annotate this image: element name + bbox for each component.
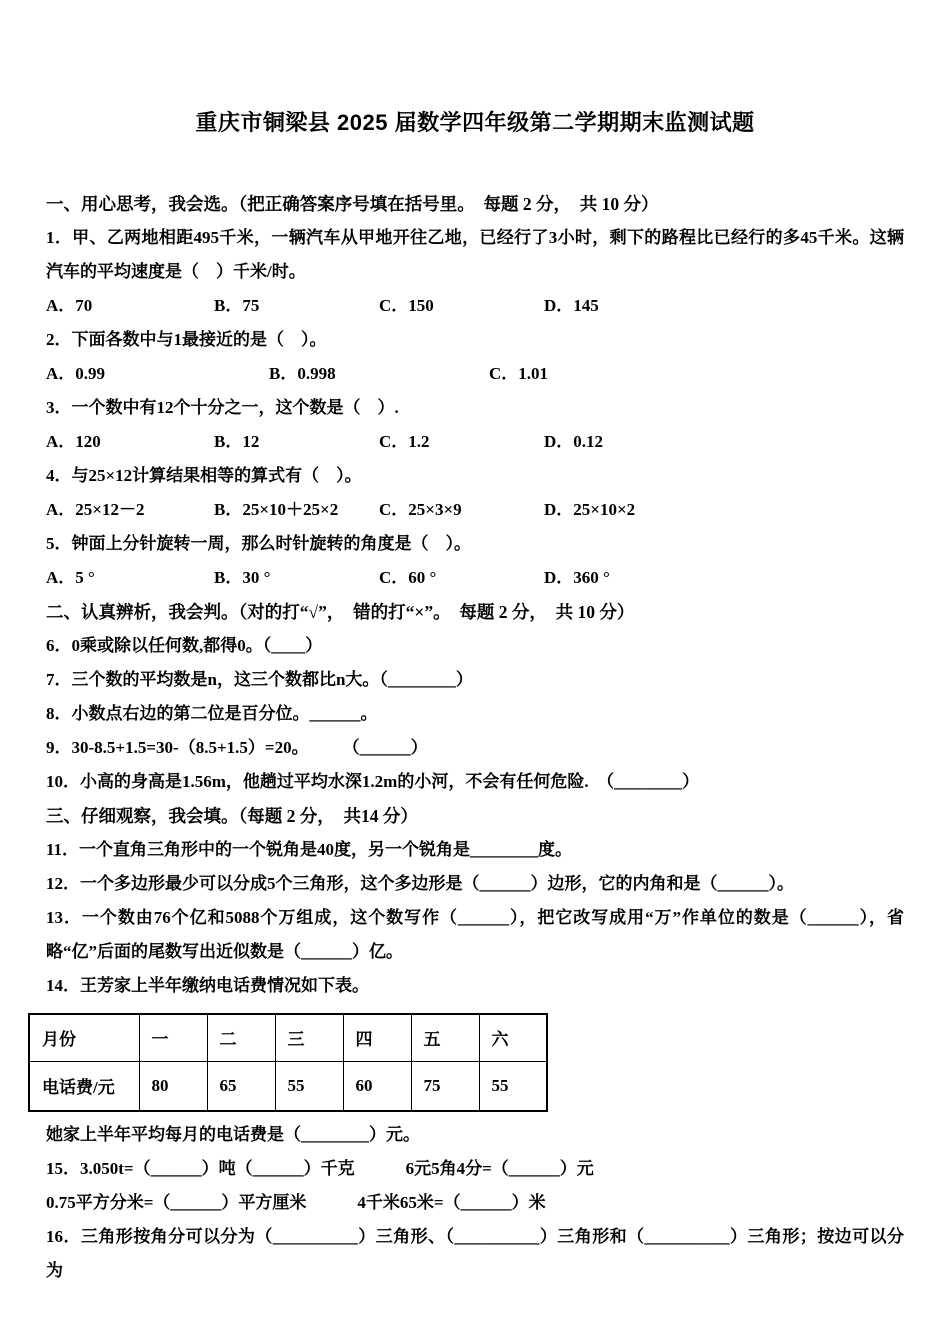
- question-5-options: [46, 561, 904, 595]
- fee-table-value-cell: 电话费/元: [29, 1061, 139, 1111]
- question-15-line-1: 15．3.050t=（______）吨（______）千克 6元5角4分=（______）元: [46, 1159, 594, 1178]
- fee-table-header-cell: 四: [343, 1014, 411, 1061]
- fee-table-value-cell: 55: [275, 1061, 343, 1111]
- question-5-option-d: D．360 °: [544, 568, 610, 587]
- question-3-option-a: A．120: [46, 432, 101, 451]
- phone-fee-table: [28, 1013, 548, 1112]
- page-title: 重庆市铜梁县 2025 届数学四年级第二学期期末监测试题: [195, 110, 755, 135]
- fee-table-header-cell: 二: [207, 1014, 275, 1061]
- question-3-option-d: D．0.12: [544, 432, 604, 451]
- section-1-heading: 一、用心思考，我会选。（把正确答案序号填在括号里。 每题 2 分， 共 10 分）: [46, 194, 659, 214]
- section-3-heading: 三、仔细观察，我会填。（每题 2 分， 共14 分）: [46, 806, 418, 826]
- question-12: 12．一个多边形最少可以分成5个三角形，这个多边形是（______）边形，它的内角和是（______）。: [46, 874, 794, 893]
- question-1-option-b: B．75: [214, 296, 260, 315]
- question-16: 16．三角形按角分可以分为（__________）三角形、（__________）三角形和（__________）三角形；按边可以分为: [46, 1227, 904, 1280]
- fee-table-value-cell: 60: [343, 1061, 411, 1111]
- question-3-option-b: B．12: [214, 432, 260, 451]
- question-2-options: [46, 357, 904, 391]
- question-6: 6．0乘或除以任何数,都得0。（____）: [46, 636, 323, 655]
- fee-table-value-cell: 55: [479, 1061, 547, 1111]
- question-4-option-b: B．25×10＋25×2: [214, 500, 339, 519]
- fee-table-value-cell: 65: [207, 1061, 275, 1111]
- fee-table-value-cell: 75: [411, 1061, 479, 1111]
- question-1-option-c: C．150: [379, 296, 434, 315]
- question-1-option-a: A．70: [46, 296, 93, 315]
- question-15-line-2: 0.75平方分米=（______）平方厘米 4千米65米=（______）米: [46, 1193, 546, 1212]
- question-4-options: [46, 493, 904, 527]
- fee-table-value-row: [29, 1061, 547, 1111]
- question-2-option-a: A．0.99: [46, 364, 106, 383]
- question-2-option-c: C．1.01: [489, 364, 549, 383]
- fee-table-header-cell: 月份: [29, 1014, 139, 1061]
- question-10: 10．小高的身高是1.56m，他趟过平均水深1.2m的小河，不会有任何危险. （________）: [46, 772, 700, 791]
- question-3-options: [46, 425, 904, 459]
- question-5: 5．钟面上分针旋转一周，那么时针旋转的角度是（ ）。: [46, 534, 471, 553]
- question-4-option-c: C．25×3×9: [379, 500, 462, 519]
- question-7: 7．三个数的平均数是n，这三个数都比n大。（________）: [46, 670, 473, 689]
- question-14-intro: 14．王芳家上半年缴纳电话费情况如下表。: [46, 976, 369, 995]
- question-3: 3．一个数中有12个十分之一，这个数是（ ）.: [46, 398, 399, 417]
- question-1-option-d: D．145: [544, 296, 599, 315]
- question-1: 1．甲、乙两地相距495千米，一辆汽车从甲地开往乙地，已经行了3小时，剩下的路程比已经行的多45千米。这辆汽车的平均速度是（ ）千米/时。: [46, 228, 904, 281]
- fee-table-header-row: [29, 1014, 547, 1061]
- fee-table-header-cell: 五: [411, 1014, 479, 1061]
- question-13: 13．一个数由76个亿和5088个万组成，这个数写作（______），把它改写成用“万”作单位的数是（______），省略“亿”后面的尾数写出近似数是（______）亿。: [46, 908, 904, 961]
- question-14-answer-line: 她家上半年平均每月的电话费是（________）元。: [46, 1125, 420, 1144]
- question-1-options: [46, 289, 904, 323]
- question-5-option-c: C．60 °: [379, 568, 437, 587]
- fee-table-header-cell: 三: [275, 1014, 343, 1061]
- question-5-option-a: A．5 °: [46, 568, 95, 587]
- question-9: 9．30-8.5+1.5=30-（8.5+1.5）=20。 （______）: [46, 738, 428, 757]
- question-11: 11．一个直角三角形中的一个锐角是40度，另一个锐角是________度。: [46, 840, 573, 859]
- question-5-option-b: B．30 °: [214, 568, 271, 587]
- question-3-option-c: C．1.2: [379, 432, 430, 451]
- question-2: 2．下面各数中与1最接近的是（ ）。: [46, 330, 327, 349]
- section-2-heading: 二、认真辨析，我会判。（对的打“√”， 错的打“×”。 每题 2 分， 共 10 分）: [46, 602, 635, 622]
- question-2-option-b: B．0.998: [269, 364, 336, 383]
- question-8: 8．小数点右边的第二位是百分位。______。: [46, 704, 378, 723]
- fee-table-header-cell: 一: [139, 1014, 207, 1061]
- question-4-option-d: D．25×10×2: [544, 500, 636, 519]
- fee-table-header-cell: 六: [479, 1014, 547, 1061]
- question-4: 4．与25×12计算结果相等的算式有（ ）。: [46, 466, 362, 485]
- fee-table-value-cell: 80: [139, 1061, 207, 1111]
- question-4-option-a: A．25×12－2: [46, 500, 145, 519]
